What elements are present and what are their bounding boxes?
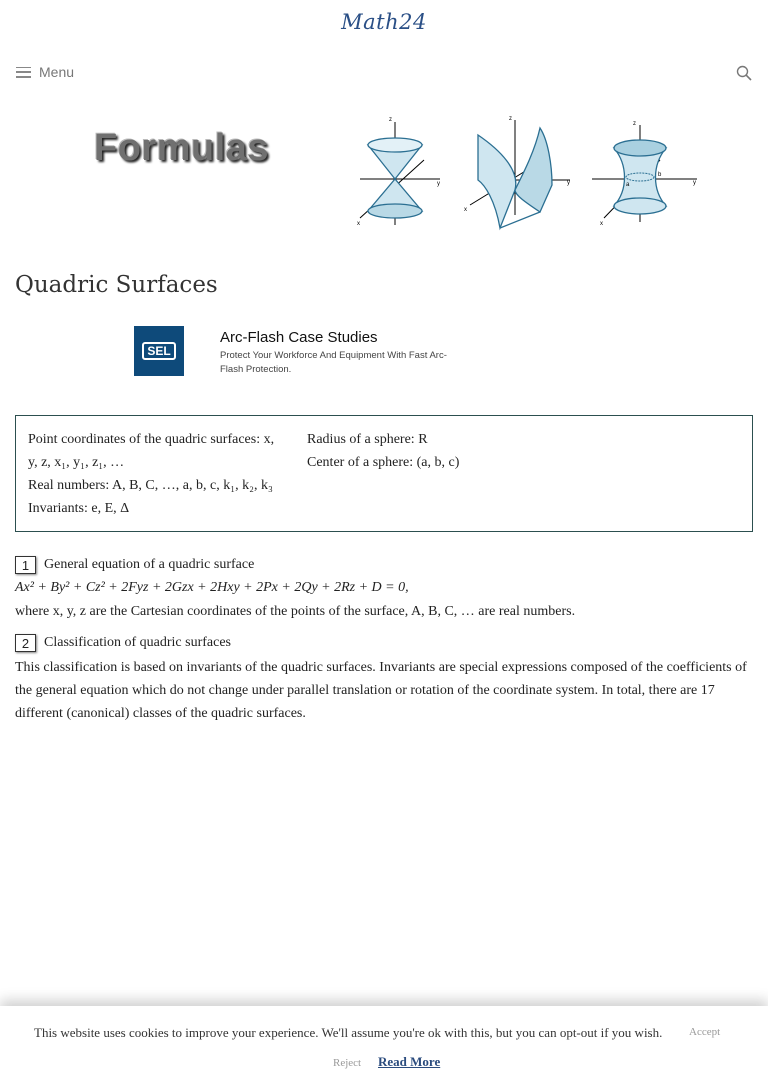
notation-left-column — [28, 428, 308, 520]
hamburger-icon — [16, 67, 31, 78]
svg-text:y: y — [437, 181, 440, 187]
svg-text:x: x — [600, 221, 603, 227]
svg-text:z: z — [633, 121, 636, 127]
cookie-read-more-link[interactable]: Read More — [378, 1054, 441, 1069]
ad-logo-text: SEL — [142, 342, 175, 360]
site-logo[interactable]: Math24 — [341, 10, 427, 34]
notation-line: Point coordinates of the quadric surfaces: x, — [28, 432, 275, 447]
hyperboloid-figure — [592, 121, 697, 227]
section-heading-2 — [15, 634, 231, 652]
section-title: General equation of a quadric surface — [44, 557, 255, 572]
notation-line: Real numbers: A, B, C, …, a, b, c, k₁, k₂, k₃ — [28, 478, 273, 493]
ad-text: Protect Your Workforce And Equipment With Fast Arc-Flash Protection. — [220, 350, 447, 375]
section-heading-1 — [15, 556, 254, 574]
cookie-message: This website uses cookies to improve your experience. We'll assume you're ok with this, but you can opt-out if you wish. — [34, 1025, 663, 1040]
svg-text:a: a — [626, 182, 630, 188]
menu-label: Menu — [39, 64, 75, 80]
section-number-badge: 2 — [15, 634, 36, 652]
banner-title: Formulas — [94, 127, 270, 169]
page-title: Quadric Surfaces — [15, 272, 218, 298]
classification-paragraph: This classification is based on invariants of the quadric surfaces. Invariants are special expressions composed of the coefficients of the general equation which do not change under parallel translation or rotation of the coordinate system. In total, there are 17 different (canonical) classes of the quadric surfaces. — [15, 660, 747, 721]
section-title: Classification of quadric surfaces — [44, 635, 231, 650]
menu-button[interactable] — [16, 64, 74, 80]
svg-text:y: y — [693, 180, 696, 186]
equation-description: where x, y, z are the Cartesian coordinates of the points of the surface, A, B, C, … are real numbers. — [15, 604, 576, 619]
cookie-accept-button[interactable]: Accept — [689, 1026, 721, 1038]
cookie-reject-button[interactable]: Reject — [333, 1057, 362, 1069]
cone-figure — [357, 117, 440, 227]
svg-text:x: x — [464, 207, 467, 213]
cookie-banner — [0, 1006, 768, 1086]
svg-text:y: y — [567, 180, 570, 186]
notation-line: Invariants: e, E, Δ — [28, 501, 130, 516]
svg-text:b: b — [658, 172, 662, 178]
svg-text:z: z — [509, 116, 512, 122]
notation-box — [15, 415, 753, 532]
notation-line: Radius of a sphere: R — [307, 432, 428, 447]
notation-line: y, z, x₁, y₁, z₁, … — [28, 455, 125, 470]
notation-right-column — [307, 428, 737, 474]
ad-title[interactable]: Arc-Flash Case Studies — [220, 329, 378, 346]
general-equation: Ax² + By² + Cz² + 2Fyz + 2Gzx + 2Hxy + 2Px + 2Qy + 2Rz + D = 0, — [15, 580, 409, 595]
section-number-badge: 1 — [15, 556, 36, 574]
ad-logo[interactable] — [134, 326, 184, 376]
notation-line: Center of a sphere: (a, b, c) — [307, 455, 460, 470]
svg-text:z: z — [389, 117, 392, 123]
svg-text:x: x — [357, 221, 360, 227]
advertisement[interactable] — [134, 326, 474, 378]
saddle-figure — [464, 116, 570, 228]
search-icon[interactable] — [736, 65, 752, 81]
